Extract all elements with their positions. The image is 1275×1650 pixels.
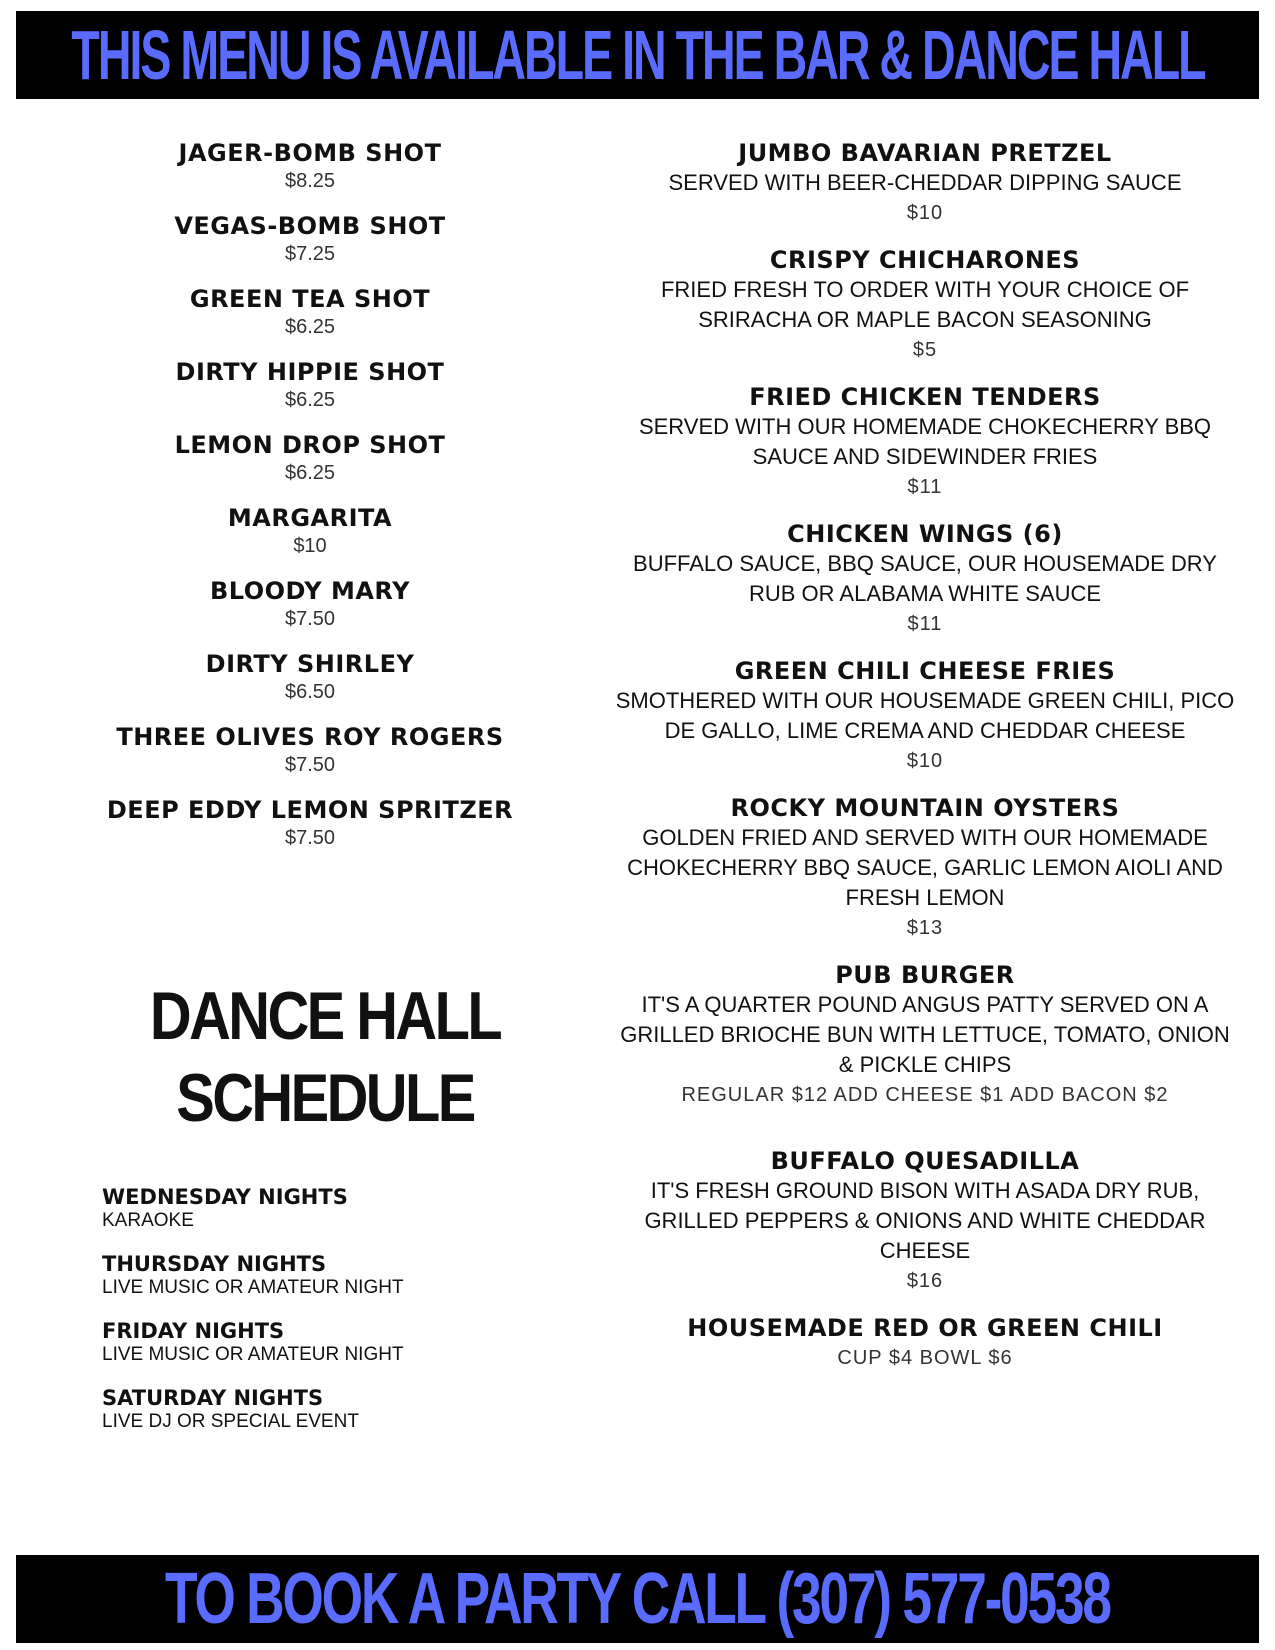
food-description: SMOTHERED WITH OUR HOUSEMADE GREEN CHILI, PICO DE GALLO, LIME CREMA AND CHEDDAR CHEESE: [615, 688, 1235, 743]
drink-item: [60, 503, 560, 559]
food-price: REGULAR $12 ADD CHEESE $1 ADD BACON $2: [681, 1084, 1169, 1106]
food-item: [615, 382, 1235, 502]
drink-item: [60, 138, 560, 194]
food-item: [615, 138, 1235, 228]
food-item: [615, 960, 1235, 1110]
schedule-event: KARAOKE: [102, 1210, 194, 1231]
food-item: [615, 245, 1235, 365]
food-description: SERVED WITH OUR HOMEMADE CHOKECHERRY BBQ SAUCE AND SIDEWINDER FRIES: [638, 414, 1212, 469]
dance-hall-title: [142, 975, 508, 1139]
drink-price: $7.50: [284, 827, 336, 849]
drink-name: BLOODY MARY: [210, 577, 410, 605]
schedule-event: LIVE MUSIC OR AMATEUR NIGHT: [102, 1344, 404, 1365]
food-name: CHICKEN WINGS (6): [787, 520, 1063, 548]
food-name: HOUSEMADE RED OR GREEN CHILI: [687, 1314, 1163, 1342]
food-price: $11: [907, 613, 943, 635]
food-price: $10: [906, 202, 944, 224]
drink-name: THREE OLIVES ROY ROGERS: [116, 723, 504, 751]
food-price: $10: [906, 750, 944, 772]
food-description: GOLDEN FRIED AND SERVED WITH OUR HOMEMADE CHOKECHERRY BBQ SAUCE, GARLIC LEMON AIOLI AND FRESH LEMON: [627, 825, 1223, 910]
drink-item: [60, 576, 560, 632]
drink-price: $10: [293, 535, 327, 557]
drink-price: $6.25: [284, 389, 336, 411]
schedule-item: [102, 1386, 552, 1433]
food-price: $11: [907, 476, 943, 498]
drink-name: LEMON DROP SHOT: [174, 431, 446, 459]
food-description: SERVED WITH BEER-CHEDDAR DIPPING SAUCE: [668, 170, 1182, 195]
food-name: GREEN CHILI CHEESE FRIES: [734, 657, 1116, 685]
drink-name: JAGER-BOMB SHOT: [178, 139, 442, 167]
food-item: [615, 656, 1235, 776]
schedule-event: LIVE MUSIC OR AMATEUR NIGHT: [102, 1277, 404, 1298]
food-name: BUFFALO QUESADILLA: [770, 1147, 1080, 1175]
drink-name: DIRTY SHIRLEY: [205, 650, 415, 678]
drink-item: [60, 211, 560, 267]
food-name: PUB BURGER: [835, 961, 1015, 989]
food-price: CUP $4 BOWL $6: [837, 1347, 1013, 1369]
food-description: IT'S A QUARTER POUND ANGUS PATTY SERVED ON A GRILLED BRIOCHE BUN WITH LETTUCE, TOMATO, ONION & PICKLE CHIPS: [620, 992, 1230, 1077]
drink-price: $7.25: [284, 243, 336, 265]
dance-hall-title-line2: SCHEDULE: [176, 1060, 474, 1136]
food-description: BUFFALO SAUCE, BBQ SAUCE, OUR HOUSEMADE DRY RUB OR ALABAMA WHITE SAUCE: [633, 551, 1217, 606]
drink-item: [60, 284, 560, 340]
drink-item: [60, 430, 560, 486]
schedule-day: FRIDAY NIGHTS: [102, 1319, 285, 1343]
food-item: [615, 519, 1235, 639]
top-banner-text: THIS MENU IS AVAILABLE IN THE BAR & DANCE HALL: [70, 16, 1205, 94]
schedule-item: [102, 1252, 552, 1299]
drink-price: $7.50: [284, 608, 336, 630]
drink-price: $6.25: [284, 316, 336, 338]
food-description: IT'S FRESH GROUND BISON WITH ASADA DRY RUB, GRILLED PEPPERS & ONIONS AND WHITE CHEDDAR CHEESE: [644, 1178, 1206, 1263]
schedule-day: SATURDAY NIGHTS: [102, 1386, 324, 1410]
food-item: [615, 1146, 1235, 1296]
food-name: CRISPY CHICHARONES: [769, 246, 1081, 274]
food-item: [615, 1313, 1235, 1373]
drinks-list: [60, 138, 560, 868]
bottom-banner-text: TO BOOK A PARTY CALL (307) 577-0538: [165, 1559, 1110, 1639]
schedule-item: [102, 1185, 552, 1232]
food-name: JUMBO BAVARIAN PRETZEL: [738, 139, 1112, 167]
drink-name: DEEP EDDY LEMON SPRITZER: [106, 796, 514, 824]
drink-name: VEGAS-BOMB SHOT: [174, 212, 446, 240]
schedule-item: [102, 1319, 552, 1366]
schedule-event: LIVE DJ OR SPECIAL EVENT: [102, 1411, 359, 1432]
food-price: $16: [906, 1270, 944, 1292]
food-name: ROCKY MOUNTAIN OYSTERS: [730, 794, 1120, 822]
top-banner: [16, 11, 1259, 99]
drink-item: [60, 795, 560, 851]
food-item: [615, 793, 1235, 943]
bottom-banner: [16, 1555, 1259, 1643]
drink-name: DIRTY HIPPIE SHOT: [175, 358, 445, 386]
food-price: $13: [906, 917, 944, 939]
drink-price: $8.25: [284, 170, 336, 192]
food-name: FRIED CHICKEN TENDERS: [749, 383, 1101, 411]
drink-name: GREEN TEA SHOT: [189, 285, 431, 313]
schedule-day: THURSDAY NIGHTS: [102, 1252, 327, 1276]
food-description: FRIED FRESH TO ORDER WITH YOUR CHOICE OF SRIRACHA OR MAPLE BACON SEASONING: [660, 277, 1190, 332]
drink-name: MARGARITA: [227, 504, 393, 532]
food-price: $5: [912, 339, 938, 361]
drink-item: [60, 722, 560, 778]
drink-item: [60, 649, 560, 705]
drink-price: $6.50: [284, 681, 336, 703]
food-list: [615, 138, 1235, 1390]
drink-price: $7.50: [284, 754, 336, 776]
drink-price: $6.25: [284, 462, 336, 484]
dance-hall-title-line1: DANCE HALL: [149, 978, 501, 1054]
drink-item: [60, 357, 560, 413]
schedule-day: WEDNESDAY NIGHTS: [102, 1185, 348, 1209]
dance-hall-schedule: [102, 1185, 552, 1453]
